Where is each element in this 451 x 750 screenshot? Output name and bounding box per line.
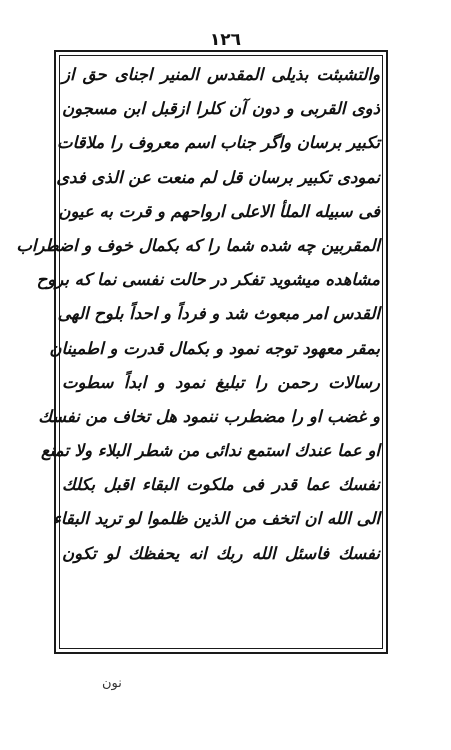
text-line: مشاهده ميشويد تفكر در حالت نفسى نما كه بروح — [36, 270, 380, 290]
text-line: تكبير برسان واگر جناب اسم معروف را ملاقات — [57, 133, 380, 153]
text-line: فى سبيله الملأ الاعلى ارواحهم و قرت به عيون — [58, 201, 380, 221]
text-line: القدس امر مبعوث شد و فرداً و احداً بلوح الهى — [57, 304, 380, 324]
text-line: ذوى القربى و دون آن كلرا ازقبل ابن مسجون — [62, 99, 380, 119]
text-line: نفسك عما قدر فى ملكوت البقاء اقبل بكلك — [62, 475, 380, 495]
text-line: والتشبثت بذيلى المقدس المنير اجناى حق از — [62, 65, 380, 84]
text-frame — [16, 50, 388, 654]
text-line: او عما عندك استمع ندائى من شطر البلاء ولا تمنع — [41, 441, 380, 461]
footer-mark: نون — [102, 676, 122, 691]
text-line: نمودى تكبير برسان قل لم منعت عن الذى فدى — [56, 167, 380, 187]
page-number: ١٢٦ — [209, 30, 242, 50]
text-line: بمقر معهود توجه نمود و بكمال قدرت و اطمينان — [49, 338, 380, 358]
text-line: المقربين چه شده شما را كه بكمال خوف و اضطراب — [16, 235, 380, 255]
text-line: رسالات رحمن را تبليغ نمود و ابداً سطوت — [62, 372, 380, 392]
text-line: الى الله ان اتخف من الذين ظلموا لو تريد البقاء — [53, 509, 380, 529]
text-line: و غضب او را مضطرب ننمود هل تخاف من نفسك — [38, 406, 380, 426]
text-line: نفسك فاسئل الله ربك انه يحفظك لو تكون — [62, 543, 380, 563]
text-block — [16, 58, 380, 646]
